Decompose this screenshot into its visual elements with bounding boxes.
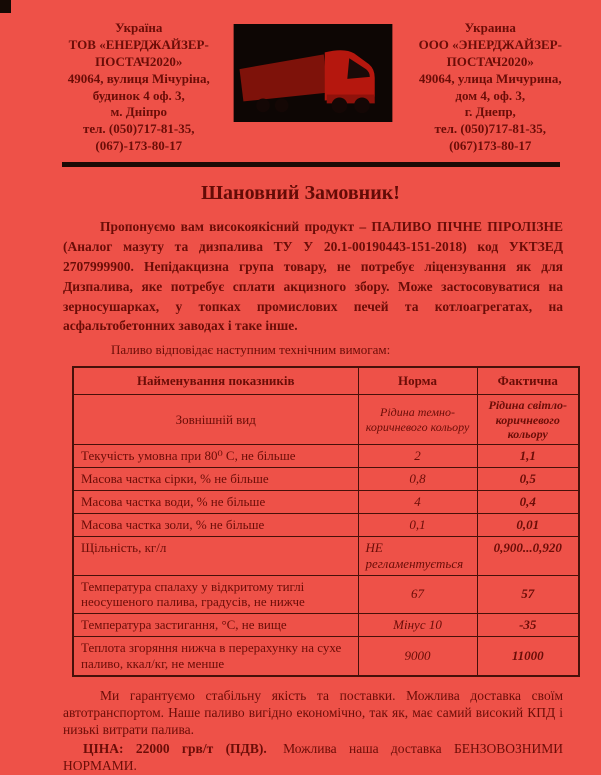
cell-fact: 0,4	[477, 491, 579, 514]
price-paragraph	[63, 740, 563, 774]
cell-norm: 0,8	[358, 468, 477, 491]
cell-fact: 11000	[477, 637, 579, 676]
cell-fact: 0,900...0,920	[477, 536, 579, 575]
cell-fact: 0,01	[477, 513, 579, 536]
table-row-appearance	[73, 395, 579, 445]
cell-fact: 0,5	[477, 468, 579, 491]
letterhead-left-line: будинок 4 оф. 3,	[92, 87, 185, 103]
intro-paragraph: Пропонуємо вам високоякісний продукт – ПАЛИВО ПІЧНЕ ПІРОЛІЗНЕ (Аналог мазуту та дизпалива ТУ У 20.1-00190443-151-2018) код УКТЗЕД 2707999900. Непідакцизна група товару, не потребує ліцензування як для Дизпалива, яке потребує сплати акцизного збору. Може застосовуватися на зерносушарках, у топках промислових печей та котлоагрегатах, на асфальтобетонних заводах і таке інше.	[63, 219, 563, 334]
letterhead-left	[46, 20, 232, 155]
cell-fact: -35	[477, 614, 579, 637]
cell-fact: 1,1	[477, 445, 579, 468]
cell-name: Температура застигання, °С, не вище	[73, 614, 358, 637]
letterhead-right-line: дом 4, оф. 3,	[455, 87, 526, 103]
cell-norm: 4	[358, 491, 477, 514]
price-delivery-note: Можлива наша доставка БЕНЗОВОЗНИМИ НОРМАМИ.	[63, 741, 563, 774]
letterhead-left-line: 49064, вулиця Мічуріна,	[67, 70, 210, 86]
cell-norm: Мінус 10	[358, 614, 477, 637]
letterhead-right-line: (067)173-80-17	[449, 138, 532, 154]
cell-name: Масова частка золи, % не більше	[73, 513, 358, 536]
cell-norm: 9000	[358, 637, 477, 676]
col-header-name: Найменування показників	[73, 367, 358, 395]
cell-fact: Рідина світло-коричневого кольору	[477, 395, 579, 445]
cell-name: Температура спалаху у відкритому тиглі неосушеного палива, градусів, не нижче	[73, 575, 358, 614]
tanker-truck-image	[232, 24, 394, 122]
letterhead-left-line: (067)-173-80-17	[95, 138, 183, 154]
letterhead-left-line: ПОСТАЧ2020»	[95, 53, 183, 69]
table-row-fluidity	[73, 445, 579, 468]
specs-table	[72, 366, 580, 677]
table-header-row	[73, 367, 579, 395]
letterhead-left-line: тел. (050)717-81-35,	[82, 121, 195, 137]
table-row-density	[73, 536, 579, 575]
guarantee-paragraph: Ми гарантуємо стабільну якість та поставки. Можлива доставка своїм автотранспортом. Наше паливо вигідно економічно, так як, має самий високий КПД і низькі витрати палива.	[63, 687, 563, 738]
table-row-ash	[73, 513, 579, 536]
cell-norm: 0,1	[358, 513, 477, 536]
cell-norm: 67	[358, 575, 477, 614]
letterhead-right-line: тел. (050)717-81-35,	[434, 121, 546, 137]
price-label: ЦІНА: 22000 грв/т (ПДВ).	[83, 741, 267, 757]
cell-norm: Рідина темно-коричневого кольору	[358, 395, 477, 445]
table-row-heat-value	[73, 637, 579, 676]
cell-name: Щільність, кг/л	[73, 536, 358, 575]
cell-name: Текучість умовна при 80⁰ С, не більше	[73, 445, 358, 468]
col-header-fact: Фактична	[477, 367, 579, 395]
cell-norm: 2	[358, 445, 477, 468]
letterhead-right-line: г. Днепр,	[464, 104, 516, 120]
cell-norm: НЕ регламентується	[358, 536, 477, 575]
header-divider	[62, 162, 560, 167]
letterhead-left-line: ТОВ «ЕНЕРДЖАЙЗЕР-	[68, 36, 209, 52]
letterhead-right-line: ПОСТАЧ2020»	[446, 53, 534, 69]
cell-fact: 57	[477, 575, 579, 614]
letterhead-left-line: Україна	[115, 20, 163, 35]
col-header-norm: Норма	[358, 367, 477, 395]
table-row-water	[73, 491, 579, 514]
table-lead-in: Паливо відповідає наступним технічним вимогам:	[111, 342, 391, 358]
table-row-flash-point	[73, 575, 579, 614]
letterhead	[0, 0, 601, 155]
cell-name: Масова частка води, % не більше	[73, 491, 358, 514]
tanker-truck-icon	[232, 24, 394, 122]
letterhead-right	[398, 20, 584, 155]
table-row-sulfur	[73, 468, 579, 491]
table-row-pour-point	[73, 614, 579, 637]
letterhead-left-line: м. Дніпро	[110, 104, 168, 120]
page-title: Шановний Замовник!	[201, 182, 400, 205]
photo-corner-artifact	[0, 0, 11, 13]
letterhead-right-line: ООО «ЭНЕРДЖАЙЗЕР-	[418, 36, 562, 52]
cell-name: Теплота згоряння нижча в перерахунку на сухе паливо, ккал/кг, не менше	[73, 637, 358, 676]
letterhead-right-line: Украина	[464, 20, 516, 35]
cell-name: Зовнішній вид	[73, 395, 358, 445]
letterhead-right-line: 49064, улица Мичурина,	[418, 70, 562, 86]
cell-name: Масова частка сірки, % не більше	[73, 468, 358, 491]
